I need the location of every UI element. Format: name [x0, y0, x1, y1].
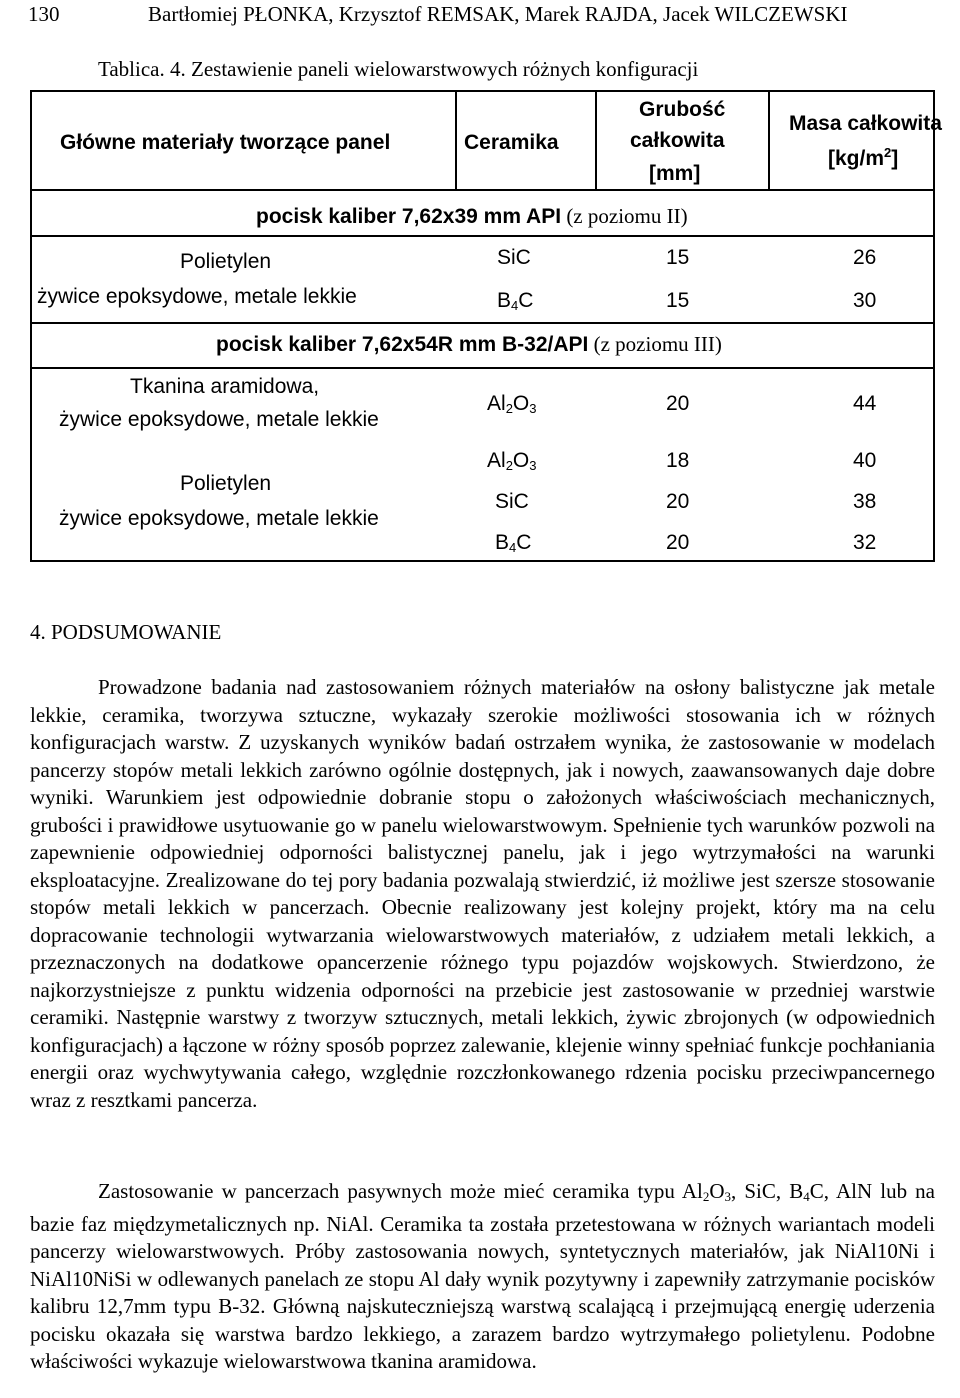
thickness-cell: 20	[666, 490, 690, 513]
mass-cell: 40	[853, 449, 877, 472]
group-2-materials-line2: żywice epoksydowe, metale lekkie	[59, 507, 379, 530]
table-caption: Tablica. 4. Zestawienie paneli wielowarstwowych różnych konfiguracji	[98, 57, 699, 81]
page-header	[0, 2, 960, 32]
col-header-materials: Główne materiały tworzące panel	[60, 131, 391, 154]
ceramic-cell: $Al_2O_3$	[487, 392, 537, 416]
section-1-title: pocisk kaliber 7,62x39 mm API (z poziomu II)	[256, 204, 688, 228]
page-number: 130	[28, 2, 60, 26]
mass-cell: 30	[853, 289, 877, 312]
section-heading: 4. PODSUMOWANIE	[30, 620, 222, 644]
thickness-cell: 20	[666, 531, 690, 554]
table-divider	[32, 235, 933, 237]
running-authors: Bartłomiej PŁONKA, Krzysztof REMSAK, Marek RAJDA, Jacek WILCZEWSKI	[148, 2, 848, 26]
table-divider	[32, 322, 933, 324]
mass-cell: 38	[853, 490, 877, 513]
section-1-materials-line2: żywice epoksydowe, metale lekkie	[37, 285, 357, 308]
panels-table	[30, 90, 942, 562]
col-header-thickness-2: całkowita	[630, 129, 725, 152]
paragraph-2: Zastosowanie w pancerzach pasywnych może mieć ceramika typu $Al_2O_3$, SiC, $B_4C$, AlN lub na bazie faz międzymetalicznych np. NiAl. Ceramika ta została przetestowana w różnych wariantach modeli pancerzy wielowarstwowych. Próby zastosowania nowych, syntetycznych materiałów, jak NiAl10Ni i NiAl10NiSi w odlewanych panelach ze stopu Al dały wynik pozytywny i zapewniły zatrzymanie pocisków kalibru 12,7mm typu B-32. Główną najskuteczniejszą warstwą scalającą i przejmującą energię uderzenia pocisku okazała się warstwa bardzo lekkiego, a zarazem bardzo wytrzymałego polietylenu. Podobne właściwości wykazuje wielowarstwowa tkanina aramidowa.	[30, 1179, 935, 1373]
ceramic-cell: $Al_2O_3$	[487, 449, 537, 473]
mass-cell: 26	[853, 246, 877, 269]
thickness-cell: 15	[666, 246, 690, 269]
col-header-thickness-1: Grubość	[639, 98, 726, 121]
col-header-mass-unit: $[kg/m^2]$	[828, 145, 899, 170]
group-1-materials-line1: Tkanina aramidowa,	[130, 375, 320, 398]
col-header-thickness-unit: [mm]	[649, 162, 701, 185]
group-2-materials-line1: Polietylen	[180, 472, 272, 495]
thickness-cell: 20	[666, 392, 690, 415]
ceramic-cell: SiC	[495, 490, 529, 513]
section-1-materials-line1: Polietylen	[180, 250, 272, 273]
mass-cell: 44	[853, 392, 877, 415]
thickness-cell: 18	[666, 449, 690, 472]
table-divider	[32, 189, 933, 191]
ceramic-cell: $B_4C$	[497, 289, 534, 313]
ceramic-cell: $B_4C$	[495, 531, 532, 555]
col-header-mass: Masa całkowita	[789, 112, 942, 135]
thickness-cell: 15	[666, 289, 690, 312]
col-header-ceramic: Ceramika	[464, 131, 559, 154]
mass-cell: 32	[853, 531, 877, 554]
section-2-title: pocisk kaliber 7,62x54R mm B-32/API (z poziomu III)	[216, 332, 722, 356]
group-1-materials-line2: żywice epoksydowe, metale lekkie	[59, 408, 379, 431]
table-divider	[32, 367, 933, 369]
table-divider	[455, 92, 457, 189]
table-divider	[768, 92, 770, 189]
paragraph-1: Prowadzone badania nad zastosowaniem różnych materiałów na osłony balistyczne jak metale lekkie, ceramika, tworzywa sztuczne, wykazały szerokie możliwości stosowania ich w różnych konfiguracjach warstw. Z uzyskanych wyników badań ostrzałem wynika, że zastosowanie w modelach pancerzy stopów metali lekkich zarówno ogólnie dostępnych, jak i nowych, zaawansowanych daje dobre wyniki. Warunkiem jest odpowiednie dobranie stopu o założonych właściwościach mechanicznych, grubości i prawidłowe usytuowanie go w panelu wielowarstwowym. Spełnienie tych warunków pozwoli na zapewnienie odpowiedniej odporności balistycznej panelu, jak i jego wytrzymałości na warunki eksploatacyjne. Zrealizowane do tej pory badania pozwalają stwierdzić, iż możliwe jest szersze stosowanie stopów metali lekkich w pancerzach. Obecnie realizowany jest kolejny projekt, który ma na celu dopracowanie technologii wytwarzania wielowarstwowych materiałów, z udziałem metali lekkich, a przeznaczonych na dodatkowe opancerzenie różnego typu pojazdów wojskowych. Stwierdzono, że najkorzystniejsze z punktu widzenia odporności na przebicie jest zastosowanie w przedniej warstwie ceramiki. Następnie warstwy z tworzyw sztucznych, metali lekkich, żywic zbrojonych (w odpowiednich konfiguracjach) a łączone w różny sposób poprzez zalewanie, klejenie winny spełniać funkcje pochłaniania energii oraz wychwytywania całego, względnie rozczłonkowanego rdzenia pocisku przeciwpancernego wraz z resztkami pancerza.	[30, 675, 935, 1112]
table-divider	[595, 92, 597, 189]
ceramic-cell: SiC	[497, 246, 531, 269]
